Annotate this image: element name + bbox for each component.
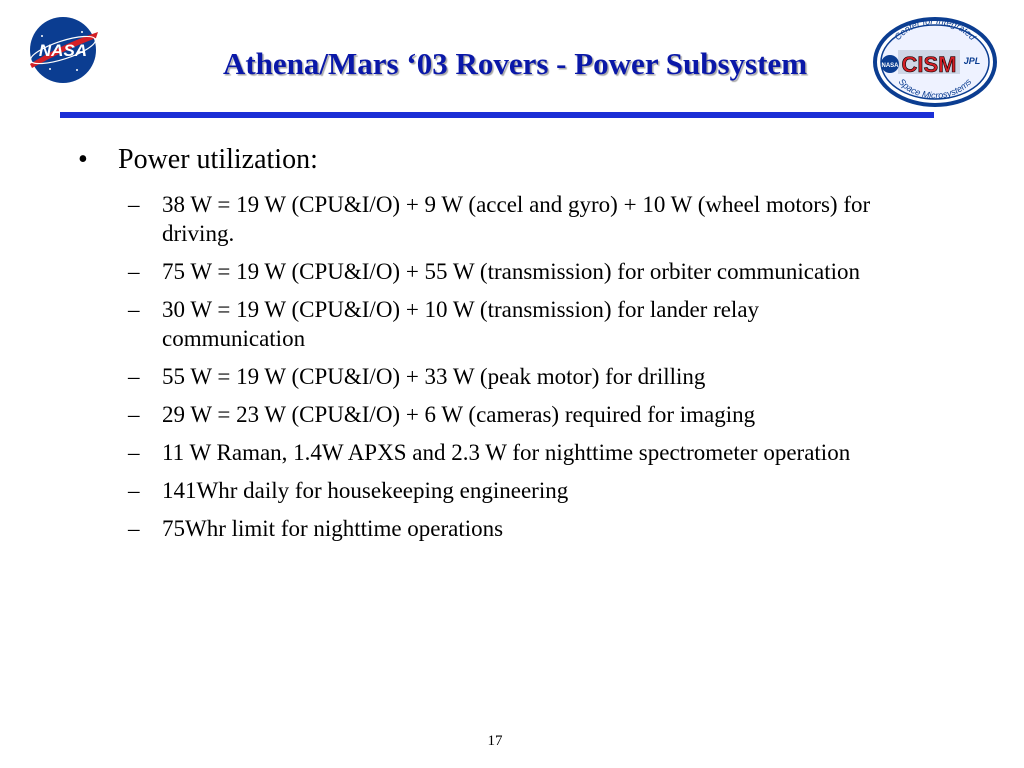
list-item-text: 75 W = 19 W (CPU&I/O) + 55 W (transmission) for orbiter communication: [162, 259, 860, 284]
list-item: [78, 295, 902, 353]
cism-wordmark: CISM: [901, 52, 957, 77]
cism-bottom-text: Space Microsystems: [896, 76, 974, 101]
power-list: [78, 190, 938, 543]
list-item-text: 141Whr daily for housekeeping engineering: [162, 478, 569, 503]
list-item: [78, 257, 902, 286]
list-item: [78, 400, 902, 429]
nasa-logo: [22, 14, 104, 86]
list-item: [78, 438, 902, 467]
dash-mark: –: [128, 516, 140, 541]
list-item: [78, 476, 902, 505]
nasa-logo-text: NASA: [38, 41, 88, 60]
dash-mark: –: [128, 192, 140, 217]
dash-mark: –: [128, 364, 140, 389]
cism-nasa-mini: NASA: [881, 63, 899, 69]
list-item: [78, 190, 902, 248]
list-item-text: 38 W = 19 W (CPU&I/O) + 9 W (accel and gyro) + 10 W (wheel motors) for driving.: [162, 192, 871, 246]
slide-title: Athena/Mars ‘03 Rovers - Power Subsystem: [222, 46, 808, 81]
main-bullet-text: Power utilization:: [118, 144, 318, 175]
dash-mark: –: [128, 259, 140, 284]
dash-mark: –: [128, 402, 140, 427]
dash-mark: –: [128, 440, 140, 465]
list-item: [78, 514, 902, 543]
title-rule: [60, 112, 934, 118]
list-item: [78, 362, 902, 391]
dash-mark: –: [128, 297, 140, 322]
list-item-text: 29 W = 23 W (CPU&I/O) + 6 W (cameras) required for imaging: [162, 402, 756, 427]
jpl-text: JPL: [963, 56, 981, 66]
bullet-mark: •: [78, 144, 88, 175]
list-item-text: 11 W Raman, 1.4W APXS and 2.3 W for nighttime spectrometer operation: [162, 440, 851, 465]
list-item-text: 55 W = 19 W (CPU&I/O) + 33 W (peak motor) for drilling: [162, 364, 706, 389]
list-item-text: 30 W = 19 W (CPU&I/O) + 10 W (transmission) for lander relay communication: [162, 297, 760, 351]
cism-top-text: Center for Integrated: [892, 15, 978, 43]
dash-mark: –: [128, 478, 140, 503]
list-item-text: 75Whr limit for nighttime operations: [162, 516, 504, 541]
slide-body: [78, 142, 938, 552]
main-bullet: [78, 142, 938, 178]
cism-logo: [870, 12, 1000, 107]
page-number: 17: [487, 733, 503, 749]
